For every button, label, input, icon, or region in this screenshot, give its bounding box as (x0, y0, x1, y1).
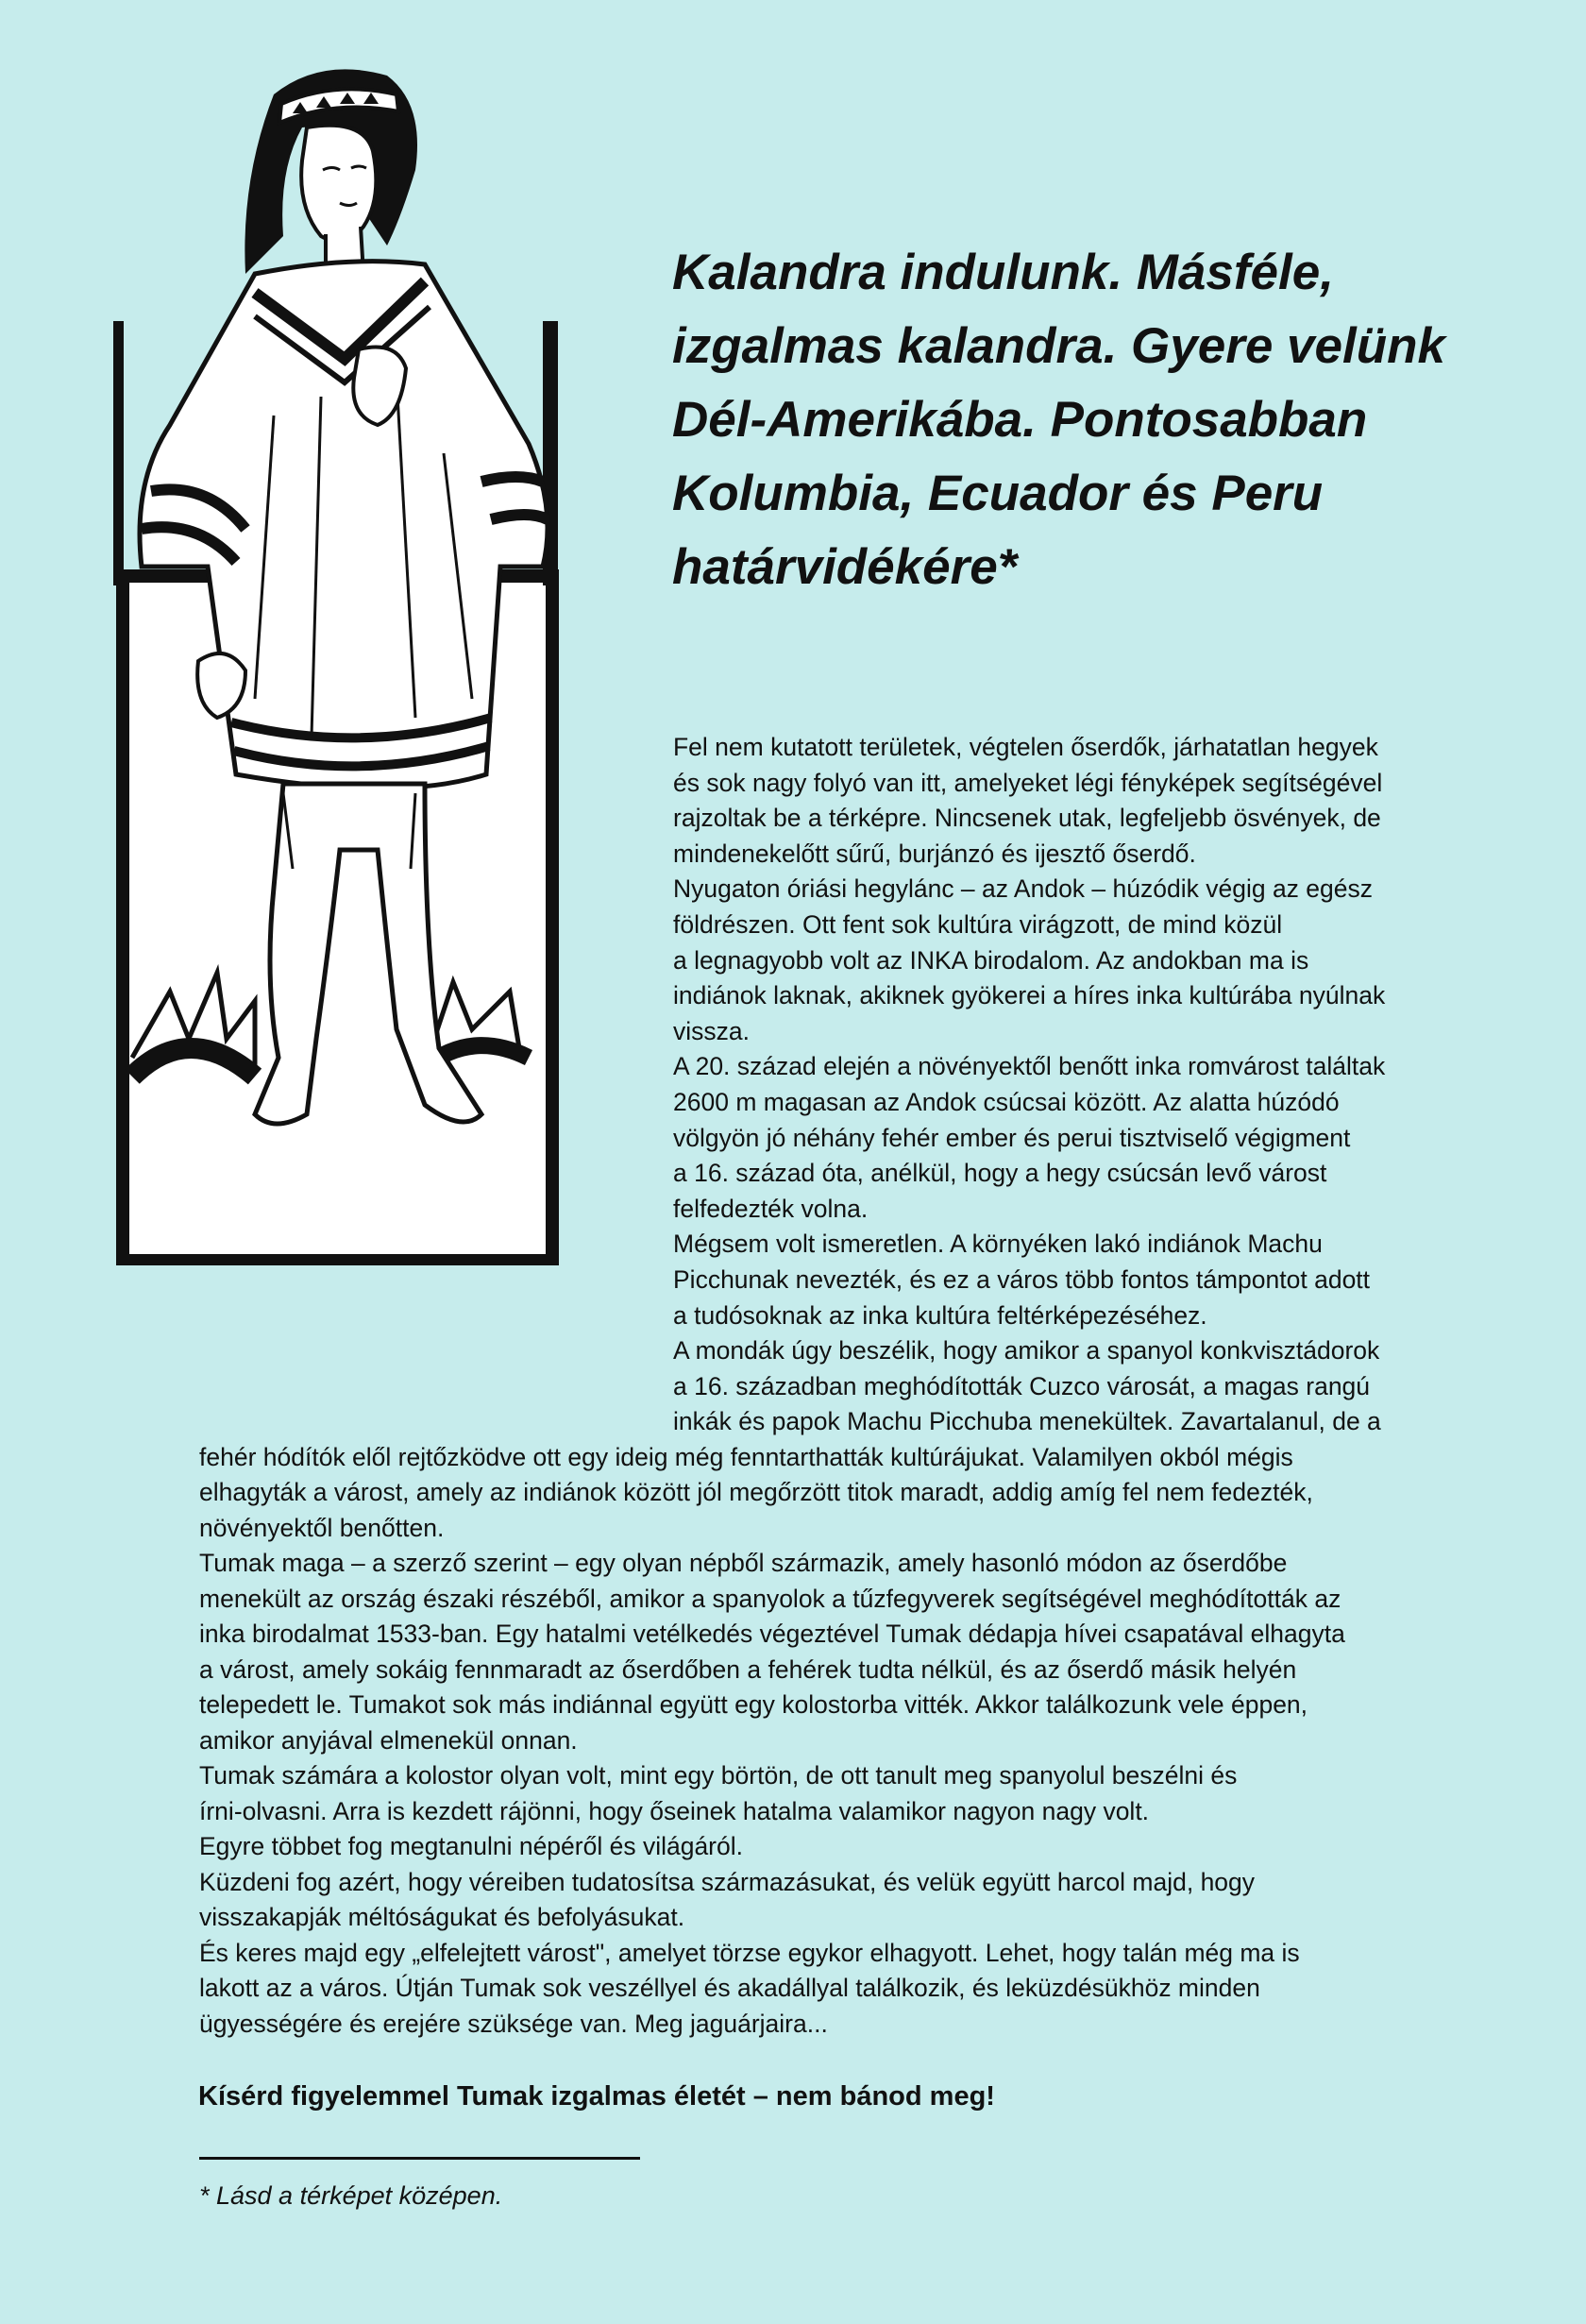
headline-line: Dél-Amerikába. Pontosabban (672, 392, 1368, 448)
body-line: amikor anyjával elmenekül onnan. (199, 1726, 578, 1755)
body-line: és sok nagy folyó van itt, amelyeket légi fényképek segítségével (673, 769, 1383, 797)
body-line: A mondák úgy beszélik, hogy amikor a spanyol konkvisztádorok (673, 1336, 1380, 1365)
body-line: ügyességére és erejére szüksége van. Meg jaguárjaira... (199, 2010, 828, 2038)
body-line: fehér hódítók elől rejtőzködve ott egy ideig még fenntarthatták kultúrájukat. Valamilyen okból mégis (199, 1443, 1293, 1471)
body-line: írni-olvasni. Arra is kezdett rájönni, hogy őseinek hatalma valamikor nagyon nagy volt. (199, 1797, 1150, 1825)
body-line: 2600 m magasan az Andok csúcsai között. Az alatta húzódó (673, 1088, 1340, 1116)
body-line: visszakapják méltóságukat és befolyásukat. (199, 1903, 685, 1931)
body-line: rajzoltak be a térképre. Nincsenek utak, legfeljebb ösvények, de (673, 804, 1381, 832)
body-line: növényektől benőtten. (199, 1514, 445, 1542)
call-to-action: Kísérd figyelemmel Tumak izgalmas életét – nem bánod meg! (198, 2081, 995, 2112)
body-line: Tumak számára a kolostor olyan volt, mint egy börtön, de ott tanult meg spanyolul beszélni és (199, 1761, 1238, 1790)
body-line: Mégsem volt ismeretlen. A környéken lakó indiánok Machu (673, 1230, 1323, 1258)
body-line: földrészen. Ott fent sok kultúra virágzott, de mind közül (673, 910, 1283, 939)
body-line: a várost, amely sokáig fennmaradt az őserdőben a fehérek tudta nélkül, és az őserdő másik helyén (199, 1655, 1297, 1684)
footnote-divider (199, 2157, 640, 2160)
body-line: menekült az ország északi részéből, amikor a spanyolok a tűzfegyverek segítségével meghódították az (199, 1585, 1341, 1613)
body-line: Nyugaton óriási hegylánc – az Andok – húzódik végig az egész (673, 874, 1374, 903)
body-line: A 20. század elején a növényektől benőtt inka romvárost találtak (673, 1052, 1386, 1080)
body-line: Fel nem kutatott területek, végtelen őserdők, járhatatlan hegyek (673, 733, 1378, 761)
body-line: Egyre többet fog megtanulni népéről és világáról. (199, 1832, 743, 1860)
body-line: Küzdeni fog azért, hogy véreiben tudatosítsa származásukat, és velük együtt harcol majd, hogy (199, 1868, 1256, 1896)
headline-line: Kolumbia, Ecuador és Peru (672, 466, 1324, 521)
body-line: elhagyták a várost, amely az indiánok között jól megőrzött titok maradt, addig amíg fel nem fedezték, (199, 1478, 1313, 1506)
body-line: mindenekelőtt sűrű, burjánzó és ijesztő őserdő. (673, 840, 1196, 868)
body-line: vissza. (673, 1017, 750, 1045)
footnote: * Lásd a térképet középen. (199, 2181, 503, 2210)
headline (672, 236, 1522, 604)
body-line: inka birodalmat 1533-ban. Egy hatalmi vetélkedés végeztével Tumak dédapja hívei csapatával elhagyta (199, 1620, 1345, 1648)
inca-boy-illustration (113, 38, 585, 1265)
body-line: indiánok laknak, akiknek gyökerei a híres inka kultúrába nyúlnak (673, 981, 1386, 1009)
body-line: inkák és papok Machu Picchuba menekültek. Zavartalanul, de a (673, 1407, 1381, 1435)
body-line: a 16. században meghódították Cuzco városát, a magas rangú (673, 1372, 1371, 1400)
headline-line: Kalandra indulunk. Másféle, (672, 245, 1334, 300)
body-line: telepedett le. Tumakot sok más indiánnal együtt egy kolostorba vitték. Akkor találkozunk vele éppen, (199, 1690, 1308, 1719)
body-line: Picchunak nevezték, és ez a város több fontos támpontot adott (673, 1265, 1371, 1294)
body-line: És keres majd egy „elfelejtett várost", amelyet törzse egykor elhagyott. Lehet, hogy talán még ma is (199, 1939, 1300, 1967)
body-line: lakott az a város. Útján Tumak sok veszéllyel és akadállyal találkozik, és leküzdésükhöz minden (199, 1974, 1260, 2002)
body-line: a 16. század óta, anélkül, hogy a hegy csúcsán levő várost (673, 1159, 1327, 1187)
body-line: felfedezték volna. (673, 1195, 869, 1223)
body-line: a legnagyobb volt az INKA birodalom. Az andokban ma is (673, 946, 1309, 975)
face (301, 126, 376, 242)
headline-line: határvidékére* (672, 539, 1018, 595)
body-line: a tudósoknak az inka kultúra feltérképezéséhez. (673, 1301, 1207, 1330)
headline-line: izgalmas kalandra. Gyere velünk (672, 318, 1445, 374)
body-line: Tumak maga – a szerző szerint – egy olyan népből származik, amely hasonló módon az őserdőbe (199, 1549, 1288, 1577)
body-line: völgyön jó néhány fehér ember és perui tisztviselő végigment (673, 1124, 1351, 1152)
